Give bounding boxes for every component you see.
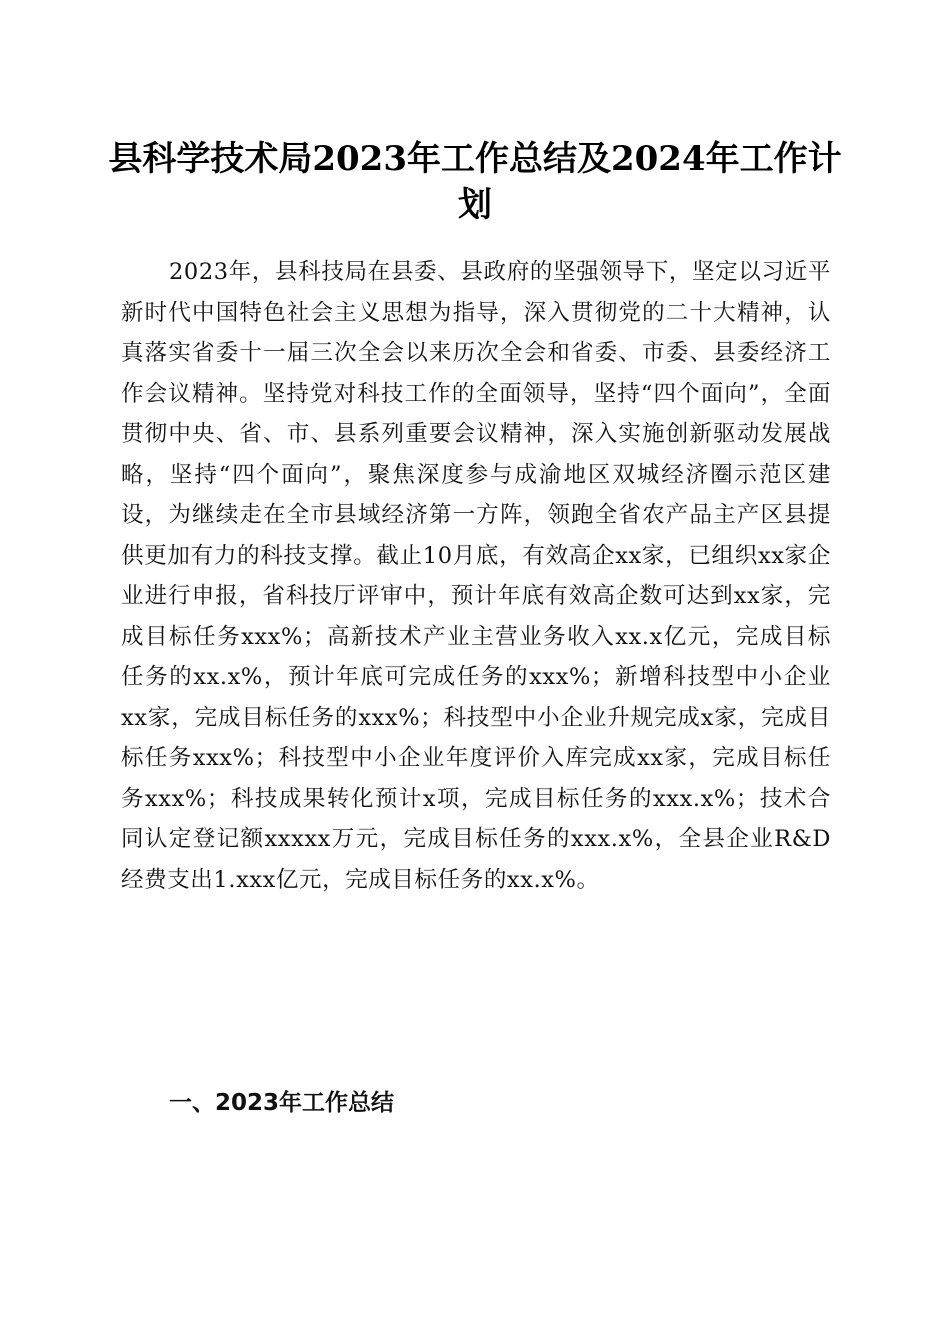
intro-paragraph: 2023年，县科技局在县委、县政府的坚强领导下，坚定以习近平新时代中国特色社会主义思想为指导，深入贯彻党的二十大精神，认真落实省委十一届三次全会以来历次全会和省委、市委、县委经济工作会议精神。坚持党对科技工作的全面领导，坚持“四个面向”，全面贯彻中央、省、市、县系列重要会议精神，深入实施创新驱动发展战略，坚持“四个面向”，聚焦深度参与成渝地区双城经济圈示范区建设，为继续走在全市县域经济第一方阵，领跑全省农产品主产区县提供更加有力的科技支撑。截止10月底，有效高企xx家，已组织xx家企业进行申报，省科技厅评审中，预计年底有效高企数可达到xx家，完成目标任务xxx%；高新技术产业主营业务收入xx.x亿元，完成目标任务的xx.x%，预计年底可完成任务的xxx%；新增科技型中小企业xx家，完成目标任务的xxx%；科技型中小企业升规完成x家，完成目标任务xxx%；科技型中小企业年度评价入库完成xx家，完成目标任务xxx%；科技成果转化预计x项，完成目标任务的xxx.x%；技术合同认定登记额xxxxx万元，完成目标任务的xxx.x%，全县企业R&D经费支出1.xxx亿元，完成目标任务的xx.x%。 bbox=[121, 259, 831, 893]
document-title: 县科学技术局2023年工作总结及2024年工作计划 bbox=[108, 139, 842, 225]
section-heading: 一、2023年工作总结 bbox=[169, 1090, 395, 1116]
